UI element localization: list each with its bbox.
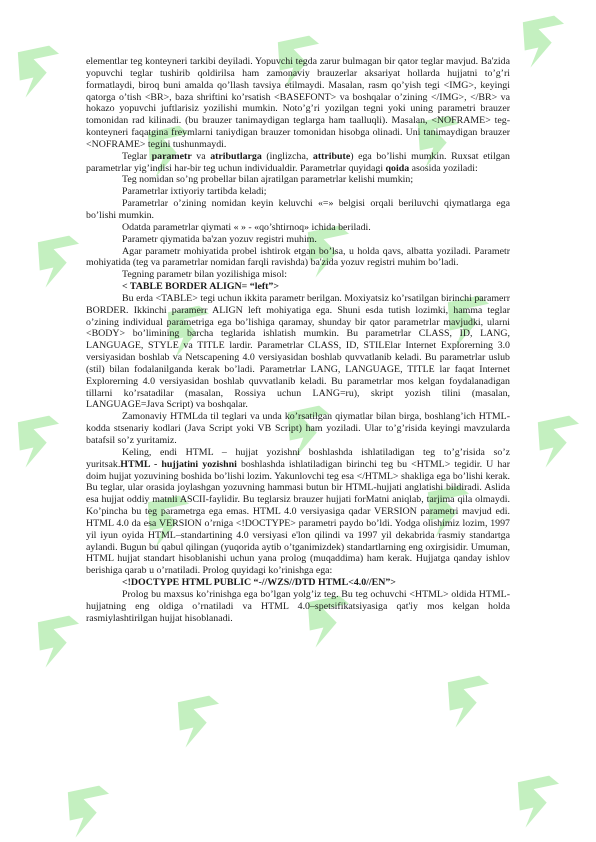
bold-term: HTML - hujjatini yozishni [120,458,237,470]
bold-term: attribute [312,150,351,162]
paragraph: Tegning parametr bilan yozilishiga misol: [122,269,287,281]
watermark-mark [444,674,497,728]
list-item: Parametrlar ixtiyoriy tartibda keladi; [122,186,267,198]
bold-term: qoida [385,162,410,174]
watermark-mark [534,414,587,468]
bold-term: <!DOCTYPE HTML PUBLIC “-//WZS//DTD HTML<4.0//EN”> [122,577,396,589]
code-example [86,281,510,293]
watermark-mark [14,44,67,98]
list-item: Parametrlar o’zining nomidan keyin keluvchi «=» belgisi orqali beriluvchi qiymatlarga ega bo’lishi mumkin. [86,198,510,221]
list-item: Teg nomidan so’ng probellar bilan ajratilgan parametrlar kelishi mumkin; [122,174,414,186]
watermark-mark [64,784,117,838]
list-item: Parametr qiymatida ba'zan yozuv registri muhim. [122,233,317,245]
text-run: Keling, endi HTML – hujjat yozishni boshlashda ishlatiladigan teg to’g’risida so’z yuritsak. [86,446,510,470]
paragraph [86,151,510,175]
text-run: va [191,150,211,162]
bold-term: parametr [151,150,192,162]
text-run: asosida yoziladi: [409,162,478,174]
paragraph [86,447,510,577]
watermark-mark [519,14,572,68]
text-run: ) ega bo’lishi mumkin. Ruxsat etilgan parametrlar yig’indisi har-bir teg uchun individualdir. Parametrlar quyidagi [86,150,510,174]
code-example [86,577,510,589]
watermark-mark [34,234,87,288]
paragraph: elementlar teg konteyneri tarkibi deyiladi. Yopuvchi tegda zarur bulmagan bir qator teglar mavjud. Ba'zida yopuvchi teglar tushirib qoldirilsa ham zamonaviy brauzerlar aksariyat hollarda hujjatni to’g’ri formatlaydi, biroq buni amalda qo’llash tavsiya etilmaydi. Masalan, rasm qo’yish tegi <IMG>, keyingi qatorga o’tish <BR>, baza shriftini ko’rsatish <BASEFONT> va boshqalar o’zining </IMG>, </BR> va hokazo yopuvchi juftlarisiz yozilishi mumkin. Noto’g’ri yozilgan tegni yoki uning parametri brauzer tomonidan rad kilinadi. (bu brauzer tanimaydigan teglarga ham taalluqli). Masalan, <NOFRAME> teg-konteyneri faqatgina freymlarni taniydigan brauzer tomonidan hisobga olinadi. Uni tanimaydigan brauzer <NOFRAME> tegini tushunmaydi. [86,56,510,150]
watermark-mark [14,414,67,468]
text-run: boshlashda ishlatiladigan birinchi teg bu <HTML> tegidir. U har doim hujjat yozuvining boshida bo’lishi lozim. Yakunlovchi teg esa </HTML> shakliga ega bo’lishi kerak. Bu teglar, ular orasida joylashgan yozuvning hammasi butun bir HTML-hujjati anglatishi bildiradi. Aslida esa hujjat oddiy matnli ASCII-faylidir. Bu teglarsiz brauzer hujjati forMatni aniqlab, tarjima qila olmaydi. Ko’pinchа bu teg parametrga ega emas. HTML 4.0 versiyasiga qadar VERSION parametri mavjud edi. HTML 4.0 da esa VERSION o’rniga <!DOCTYPE> parametri paydo bo’ldi. Yodga olishimiz lozim, 1997 yil iyun oyida HTML–standartining 4.0 versiyasi e'lon qilindi va 1997 yil dekabrida rasmiy standartga aylandi. Bugun bu qabul qilingan (yuqorida aytib o’tganimizdek) standartlarning eng oxirgisidir. Umuman, HTML hujjat standart hisoblanishi uchun yana prolog (muqaddima) ham kerak. Hujjatga qanday ishlov berishiga qarab u o’rnatiladi. Prolog quyidagi ko’rinishga ega: [86,458,510,577]
watermark-mark [514,774,567,828]
text-run: Teglar [122,150,152,162]
list-item: Odatda parametrlar qiymati « » - «qo’shtirnoq» ichida beriladi. [122,221,371,233]
watermark-mark [174,694,227,748]
text-run: (inglizcha, [261,150,313,162]
bold-term: < TABLE BORDER ALIGN= “left”> [122,281,279,293]
paragraph: Zamonaviy HTMLda til teglari va unda ko’rsatilgan qiymatlar bilan birga, boshlang’ich HTML-kodda stsenariy kodlari (Java Script yoki VB Script) ham yoziladi. Ular to’g’risida keyingi mavzularda batafsil so’z yuritamiz. [86,411,510,446]
paragraph: Agar parametr mohiyatida probel ishtirok etgan bo’lsa, u holda qavs, albatta yoziladi. Parametr mohiyatida (teg va parametrlar nomidan farqli ravishda) ba'zida yozuv registri muhim bo’ladi. [86,245,510,269]
document-page [86,56,510,625]
paragraph: Bu erda <TABLE> tegi uchun ikkita parametr berilgan. Moxiyatsiz ko’rsatilgan birinchi paramerr BORDER. Ikkinchi paramerr ALIGN left mohiyatiga ega. Shuni esda tutish lozimki, hamma teglar o’zining individual parametriga ega bo’lishiga qaramay, shunday bir qator parametrlar mavjudki, ularni <BODY> bo’limining barcha teglarida ishlatish mumkin. Bu parametrlar CLASS, ID, LANG, LANGUAGE, STYLE va TITLE lardir. Parametrlar CLASS, ID, STILElar Internet Explorerning 3.0 versiyasidan boshlab va Netscapening 4.0 versiyasidan boshlab quvvatlanib keladi. Bu parametrlar uslub (stil) bilan fodalanilganda kerak bo’ladi. Parametrlar LANG, LANGUAGE, TITLE lar faqat Internet Explorerning 4.0 versiyasidan boshlab quvvatlanib keladi. Bu parametrlar mos kelgan foydalanadigan tillarni ko’rsatadilar (masalan, Rossiya uchun LANG=ru), skript yozish tilini (masalan, LANGUAGE=Java Script) va boshqalar. [86,292,510,411]
bold-term: atributlarga [210,150,262,162]
watermark-mark [34,614,87,668]
paragraph: Prolog bu maxsus ko’rinishga ega bo’lgan yolg’iz teg. Bu teg ochuvchi <HTML> oldida HTML-hujjatning eng oldiga o’rnatiladi va HTML 4.0–spetsifikatsiyasiga qat'iy mos kelgan holda rasmiylashtirilgan hujjat hisoblanadi. [86,588,510,624]
